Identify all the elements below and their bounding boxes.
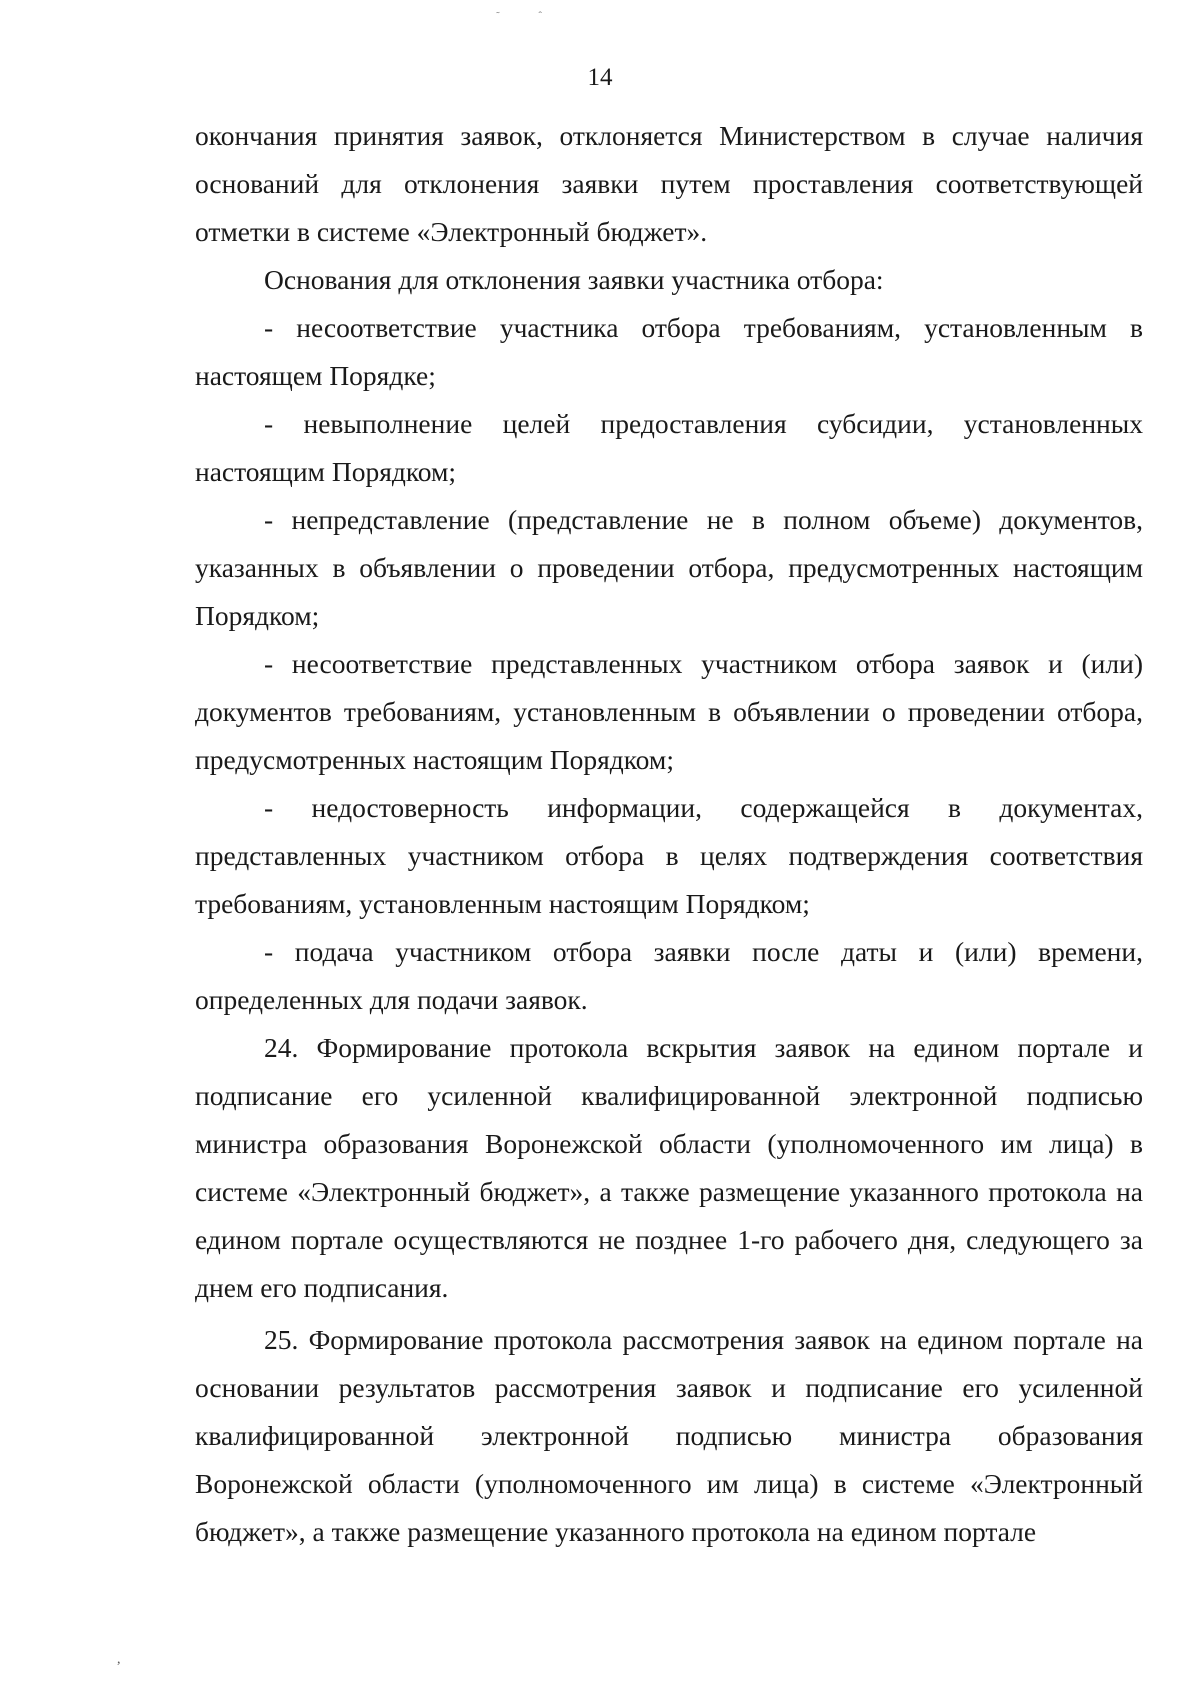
paragraph-continuation: окончания принятия заявок, отклоняется Министерством в случае наличия оснований для отклонения заявки путем проставления соответствующей отметки в системе «Электронный бюджет». <box>195 120 1143 247</box>
list-item-documents-nonconformity: - несоответствие представленных участником отбора заявок и (или) документов требованиям, установленным в объявлении о проведении отбора, предусмотренных настоящим Порядком; <box>195 648 1143 775</box>
paragraph-clause-24: 24. Формирование протокола вскрытия заявок на едином портале и подписание его усиленной квалифицированной электронной подписью министра образования Воронежской области (уполномоченного им лица) в системе «Электронный бюджет», а также размещение указанного протокола на едином портале осуществляются не позднее 1-го рабочего дня, следующего за днем его подписания. <box>195 1032 1143 1303</box>
scan-artifact-mark: , <box>117 1652 121 1667</box>
scan-artifact-marks: ˜ ˆ <box>496 10 561 22</box>
list-item-nonconformity-requirements: - несоответствие участника отбора требованиям, установленным в настоящем Порядке; <box>195 312 1143 391</box>
list-item-unreliable-information: - недостоверность информации, содержащейся в документах, представленных участником отбора в целях подтверждения соответствия требованиям, установленным настоящим Порядком; <box>195 792 1143 919</box>
list-item-goals-not-met: - невыполнение целей предоставления субсидии, установленных настоящим Порядком; <box>195 408 1143 487</box>
list-item-documents-not-submitted: - непредставление (представление не в полном объеме) документов, указанных в объявлении о проведении отбора, предусмотренных настоящим Порядком; <box>195 504 1143 631</box>
page-number: 14 <box>587 64 613 91</box>
paragraph-clause-25: 25. Формирование протокола рассмотрения заявок на едином портале на основании результатов рассмотрения заявок и подписание его усиленной квалифицированной электронной подписью министра образования Воронежской области (уполномоченного им лица) в системе «Электронный бюджет», а также размещение указанного протокола на едином портале <box>195 1324 1143 1547</box>
list-item-late-submission: - подача участником отбора заявки после даты и (или) времени, определенных для подачи заявок. <box>195 936 1143 1015</box>
document-body <box>195 112 1143 1556</box>
paragraph-grounds-heading: Основания для отклонения заявки участника отбора: <box>264 264 884 295</box>
